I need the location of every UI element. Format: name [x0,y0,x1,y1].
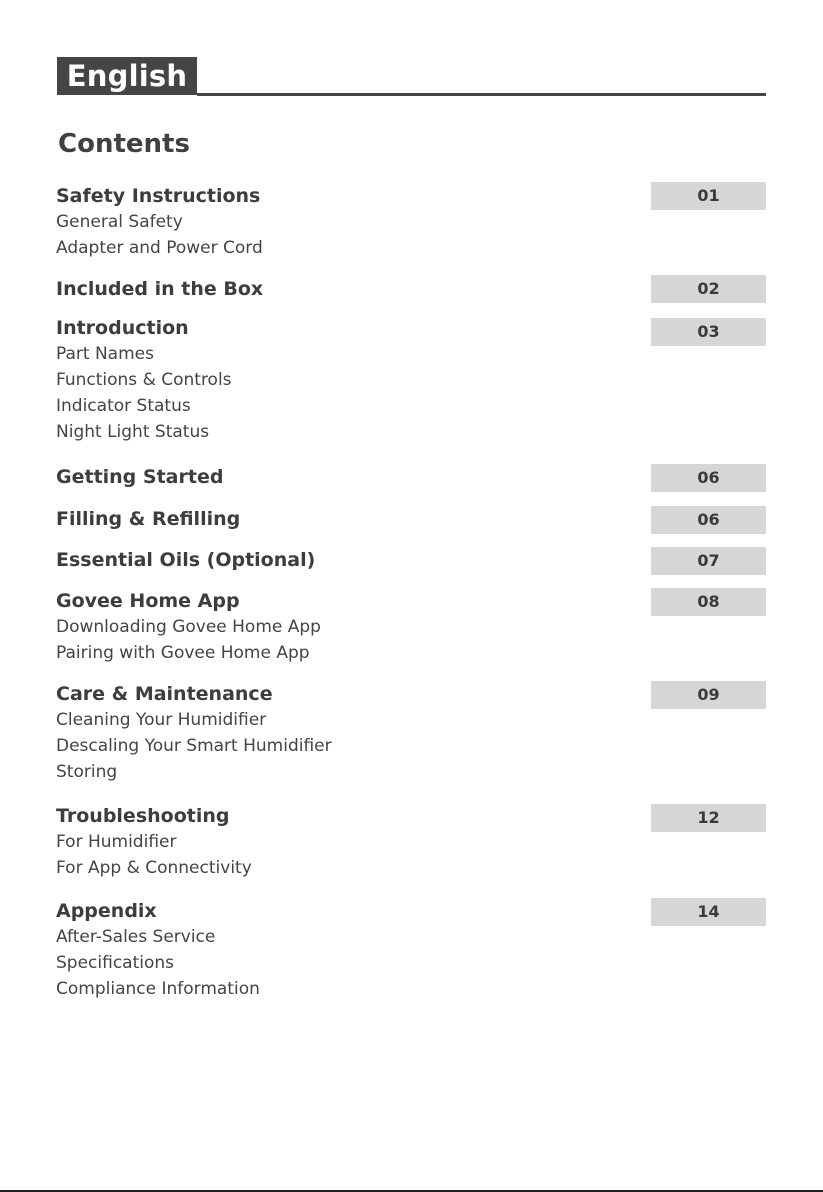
toc-subitem[interactable]: Part Names [56,344,154,364]
language-label: English [57,57,197,95]
toc-section-getting-started[interactable] [56,464,766,490]
toc-page-number: 06 [651,506,766,534]
toc-section-title[interactable]: Getting Started [56,466,224,488]
toc-page-number: 07 [651,547,766,575]
toc-subitem[interactable]: For App & Connectivity [56,858,252,878]
toc-section-included[interactable] [56,276,766,302]
toc-section-troubleshooting[interactable] [56,803,766,881]
toc-section-title[interactable]: Appendix [56,900,157,922]
toc-section-title[interactable]: Filling & Refilling [56,508,241,530]
toc-subitem[interactable]: Adapter and Power Cord [56,238,263,258]
toc-section-appendix[interactable] [56,898,766,1002]
toc-subitem[interactable]: Indicator Status [56,396,191,416]
language-header [57,57,766,97]
toc-subitem[interactable]: After-Sales Service [56,927,216,947]
toc-section-title[interactable]: Safety Instructions [56,185,261,207]
toc-section-title[interactable]: Govee Home App [56,590,240,612]
toc-section-care[interactable] [56,681,766,785]
toc-subitem[interactable]: General Safety [56,212,183,232]
toc-section-title[interactable]: Included in the Box [56,278,264,300]
toc-page-number: 09 [651,681,766,709]
toc-subitem[interactable]: Descaling Your Smart Humidifier [56,736,332,756]
toc-section-title[interactable]: Care & Maintenance [56,683,273,705]
toc-page-number: 03 [651,318,766,346]
toc-section-introduction[interactable] [56,315,766,445]
toc-page-number: 02 [651,275,766,303]
toc-subitem[interactable]: Cleaning Your Humidifier [56,710,267,730]
toc-section-govee-app[interactable] [56,588,766,666]
toc-page-number: 12 [651,804,766,832]
toc-subitem[interactable]: Downloading Govee Home App [56,617,321,637]
toc-subitem[interactable]: Storing [56,762,118,782]
toc-page-number: 01 [651,182,766,210]
toc-section-filling[interactable] [56,506,766,532]
toc-subitem[interactable]: Compliance Information [56,979,260,999]
toc-section-title[interactable]: Essential Oils (Optional) [56,549,316,571]
toc-subitem[interactable]: Pairing with Govee Home App [56,643,310,663]
header-rule [197,93,766,96]
toc-subitem[interactable]: For Humidifier [56,832,177,852]
toc-section-title[interactable]: Introduction [56,317,189,339]
toc-subitem[interactable]: Specifications [56,953,175,973]
page-title: Contents [58,129,190,159]
toc-section-title[interactable]: Troubleshooting [56,805,230,827]
toc-page-number: 14 [651,898,766,926]
toc-subitem[interactable]: Functions & Controls [56,370,232,390]
toc-page-number: 06 [651,464,766,492]
toc-section-safety[interactable] [56,183,766,261]
toc-page-number: 08 [651,588,766,616]
toc-subitem[interactable]: Night Light Status [56,422,210,442]
toc-section-essential-oils[interactable] [56,547,766,573]
